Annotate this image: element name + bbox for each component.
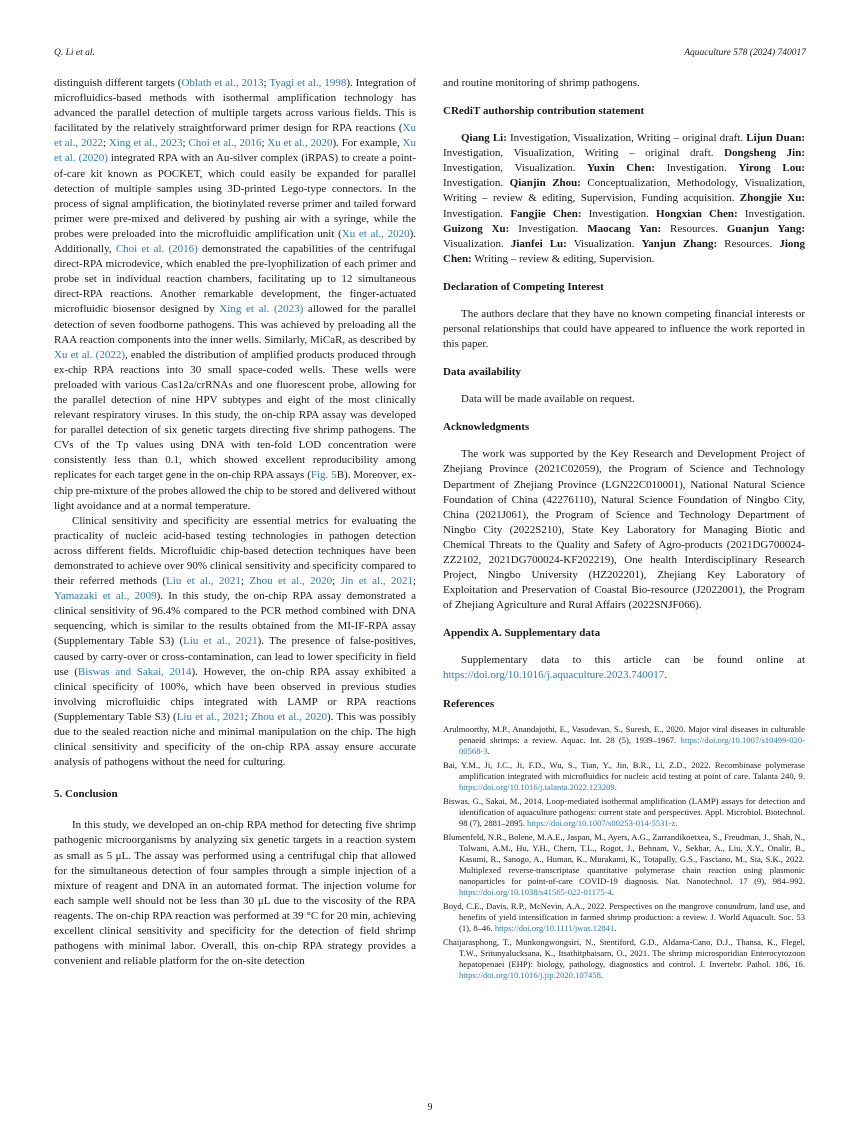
reference-item: Blumenfeld, N.R., Bolene, M.A.E., Jaspan, M., Ayers, A.G., Zarrandikoetxea, S., Freudman, J., Shah, N., Tolwani, A.M., Hu, Y.H., Chern, T.L., Rogot, J., Behnam, V., Sekhar, A., Liu, X.Y., Onalir, B., Kasumi, R., Sanogo, A., Human, K., Murakami, K., Totapally, G.S., Fasciano, M., Sia, S.K., 2022. Multiplexed reverse-transcriptase quantitative polymerase chain reaction using plasmonic nanoparticles for point-of-care COVID-19 diagnosis. Nat. Nanotechnol. 17 (9), 984–992. https://doi.org/10.1038/s41565-022-01175-4. — [443, 831, 806, 897]
reference-item: Chaijarasphong, T., Munkongwongsiri, N., Stentiford, G.D., Aldama-Cano, D.J., Thansa, K., Flegel, T.W., Sritunyalucksana, K., Itsathitphaisarn, O., 2021. The shrimp microsporidian Enterocytozoon hepatopenaei (EHP): biology, pathology, diagnostics and control. J. Invertebr. Pathol. 186, 16. https://doi.org/10.1016/j.jip.2020.107458. — [443, 936, 805, 980]
author-name: Yanjun Zhang: — [641, 237, 718, 250]
data-availability-heading: Data availability — [443, 366, 521, 379]
citation-link[interactable]: Xu et al. (2022) — [54, 348, 125, 361]
author-name: Guanjun Yang: — [726, 222, 805, 235]
citation-link[interactable]: Xu et al. (2020) — [54, 137, 416, 165]
acknowledgments-text: The work was supported by the Key Research and Development Project of Zhejiang Province (2021C02059), the Program of Science and Technology Department of Zhejiang Province (LGN22C010001), National Natural Science Foundation of China (42276110), Natural Science Foundation of Ningbo City, China (2021J061), the Program of Science and Technology Department of Ningbo City (2022S210), State Key Laboratory for Managing Biotic and Chemical Threats to the Quality and Safety of Agro-products (2021DG700024-ZZ2102, 2021DG700024-KF202219), One health Interdisciplinary Research Project, Ningbo University (HZ202201), Zhejiang Key Laboratory of Exploitation and Preservation of Coastal Bio-resource (J2022001), the Program of Zhejiang Agriculture and Rural Affairs (2022SNJF066). — [443, 448, 805, 612]
citation-link[interactable]: Zhou et al., 2020 — [250, 710, 328, 723]
references-heading: References — [443, 697, 495, 710]
author-name: Yirong Lou: — [738, 162, 806, 175]
author-name: Qiang Li: — [461, 132, 507, 145]
citation-link[interactable]: Xu et al., 2022 — [54, 122, 416, 150]
citation-link[interactable]: Tyagi et al., 1998 — [269, 77, 347, 89]
citation-link[interactable]: Xu et al., 2020 — [267, 137, 333, 150]
author-name: Yuxin Chen: — [586, 162, 655, 175]
citation-link[interactable]: Choi et al. (2016) — [115, 243, 198, 256]
author-name: Lijun Duan: — [746, 132, 805, 145]
conclusion-heading: 5. Conclusion — [54, 788, 118, 801]
author-name: Maocang Yan: — [587, 222, 662, 235]
reference-item: Biswas, G., Sakai, M., 2014. Loop-mediated isothermal amplification (LAMP) assays for detection and identification of aquaculture pathogens: current state and perspectives. Appl. Microbiol. Biotechnol. 98 (7), 2881–2895. https://doi.org/10.1007/s00253-014-5531-z. — [443, 795, 805, 828]
competing-heading: Declaration of Competing Interest — [443, 280, 604, 293]
author-name: Guizong Xu: — [443, 222, 510, 235]
credit-statement: Qiang Li: Investigation, Visualization, Writing – original draft. Lijun Duan: Investigation, Visualization, Writing – original draft. Dongsheng Jin: Investigation, Visualization. Yuxin Chen: Investigation. Yirong Lou: Investigation. Qianjin Zhou: Conceptualization, Methodology, Visualization, Writing – review & editing, Supervision, Funding acquisition. Zhongjie Xu: Investigation. Fangjie Chen: Investigation. Hongxian Chen: Investigation. Guizong Xu: Investigation. Maocang Yan: Resources. Guanjun Yang: Visualization. Jianfei Lu: Visualization. Yanjun Zhang: Resources. Jiong Chen: Writing – review & editing, Supervision. — [443, 132, 806, 265]
appendix-text: Supplementary data to this article can be found online at https://doi.org/10.1016/j.aquaculture.2023.740017. — [443, 654, 805, 682]
author-name: Jianfei Lu: — [510, 237, 567, 250]
citation-link[interactable]: Liu et al., 2021 — [183, 635, 258, 648]
citation-link[interactable]: Jin et al., 2021 — [340, 575, 413, 588]
citation-link[interactable]: Yamazaki et al., 2009 — [54, 590, 157, 603]
paragraph-conclusion: In this study, we developed an on-chip RPA method for detecting five shrimp pathogenic microorganisms by analyzing six genetic targets in a reaction system as small as 5 μL. The assay was performed using a centrifugal chip that allowed for the simultaneous detection of four samples through a simple injection of a mixture of reagent and DNA in an automated format. The injection volume for each sample well should not be less than 30 μL due to the viscosity of the RPA reagents. The on-chip RPA reaction was performed at 39 °C for 20 min, achieving excellent clinical sensitivity and specificity for the detection of field shrimp pathogens with minimal labor. Overall, this on-chip RPA strategy provides a convenient and reliable platform for the on-site detection — [54, 819, 416, 968]
author-name: Fangjie Chen: — [510, 207, 582, 220]
right-column — [443, 76, 805, 984]
citation-link[interactable]: Xing et al., 2023 — [108, 137, 183, 150]
citation-link[interactable]: Liu et al., 2021 — [166, 575, 241, 588]
competing-statement: The authors declare that they have no known competing financial interests or personal relationships that could have appeared to influence the work reported in this paper. — [443, 307, 805, 351]
citation-link[interactable]: Liu et al., 2021 — [176, 710, 245, 723]
paragraph-discussion-2: Clinical sensitivity and specificity are essential metrics for evaluating the practicality of nucleic acid-based testing technologies in pathogen detection across different fields. Microfluidic chip-based detection techniques have been demonstrated to achieve over 90% clinical sensitivity and specificity compared to their referred methods (Liu et al., 2021; Zhou et al., 2020; Jin et al., 2021; Yamazaki et al., 2009). In this study, the on-chip RPA assay demonstrated a clinical sensitivity of 96.4% compared to the PCR method combined with DNA sequencing, which is similar to the results obtained from the MI-IF-RPA assay (Supplementary Table S3) (Liu et al., 2021). The presence of false-positives, caused by carry-over or cross-contamination, can lead to lower specificity in field use (Biswas and Sakai, 2014). However, the on-chip RPA assay exhibited a clinical specificity of 100%, which have been observed in previous studies involving microfluidic chips integrated with LAMP or RPA reactions (Supplementary Table S3) (Liu et al., 2021; Zhou et al., 2020). This was possibly due to the sealed reaction niche and minimal manipulation on the chip. The high clinical sensitivity and specificity of the on-chip RPA assay ensure accurate analysis of pathogens without the need for culturing. — [54, 514, 417, 769]
acknowledgments-heading: Acknowledgments — [443, 421, 530, 434]
page-number: 9 — [427, 1102, 433, 1113]
citation-link[interactable]: Oblath et al., 2013 — [181, 77, 264, 89]
doi-link[interactable]: https://doi.org/10.1016/j.talanta.2022.123209 — [459, 781, 615, 792]
paragraph-discussion-1: distinguish different targets (Oblath et al., 2013; Tyagi et al., 1998). Integration of microfluidics-based methods with isothermal amplification technology has advanced the parallel detection of multiple targets across various fields. This is facilitated by the relatively straightforward primer design for RPA reactions (Xu et al., 2022; Xing et al., 2023; Choi et al., 2016; Xu et al., 2020). For example, Xu et al. (2020) integrated RPA with an Au-silver complex (iRPAS) to create a point-of-care kit known as POCKET, which could easily be expanded for parallel detection of multiple samples using 3D-printed Lego-type connectors. In the process of signal amplification, the biotinylated reverse primer and tailed forward primer were pre-mixed and delivered by pushing air with a syringe, while the probes were preloaded into the microfluidic amplification unit (Xu et al., 2020). Additionally, Choi et al. (2016) demonstrated the capabilities of the centrifugal direct-RPA microdevice, which enabled the pre-lyophilization of each primer and probe set in individual reaction chambers, facilitating up to 12 simultaneous direct-RPA reactions. Another remarkable development, the finger-actuated microfluidic biosensor designed by Xing et al. (2023) allowed for the parallel detection of seven foodborne pathogens. This was achieved by preloading all the RAA reaction components into the inner wells. Similarly, MiCaR, as described by Xu et al. (2022), enabled the distribution of amplified products produced through ex-chip RPA reactions into 30 small space-coded wells. These wells were preloaded with various Cas12a/crRNAs and one fluorescent probe, allowing for the parallel detection of nine HPV subtypes and eight of the most clinically relevant respiratory viruses. In this study, the on-chip RPA assay was developed for parallel detection of six genetic targets directing five shrimp pathogens. The CVs of the Tp values using DNA with ten-fold LOD concentration were consistently less than 0.1, which showed excellent reproducibility among replicates for each target gene in the on-chip RPA assays (Fig. 5B). Moreover, ex-chip pre-mixture of the probes allowed the chip to be stored and delivered without light avoidance and at a normal temperature. — [54, 77, 417, 512]
reference-item: Bai, Y.M., Ji, J.C., Ji, F.D., Wu, S., Tian, Y., Jin, B.R., Li, Z.D., 2022. Recombinase polymerase amplification integrated with microfluidics for nucleic acid testing at point of care. Talanta 240, 9. https://doi.org/10.1016/j.talanta.2022.123209. — [443, 759, 805, 792]
author-name: Qianjin Zhou: — [509, 177, 581, 190]
doi-link[interactable]: https://doi.org/10.1007/s10499-020-00568-3 — [459, 734, 805, 756]
citation-link[interactable]: https://doi.org/10.1016/j.aquaculture.2023.740017 — [443, 669, 665, 682]
doi-link[interactable]: https://doi.org/10.1111/jwas.12841 — [494, 922, 615, 933]
author-name: Zhongjie Xu: — [739, 192, 806, 205]
citation-link[interactable]: Xu et al., 2020 — [341, 227, 410, 240]
author-name: Jiong Chen: — [443, 237, 805, 265]
data-availability-statement: Data will be made available on request. — [461, 393, 635, 406]
reference-item: Boyd, C.E., Davis, R.P., McNevin, A.A., 2022. Perspectives on the mangrove conundrum, land use, and benefits of yield intensification in farmed shrimp production: a review. J. World Aquacult. Soc. 53 (1), 8–46. https://doi.org/10.1111/jwas.12841. — [443, 900, 805, 933]
reference-list — [443, 724, 805, 981]
citation-link[interactable]: Zhou et al., 2020 — [249, 575, 333, 588]
credit-heading: CRediT authorship contribution statement — [443, 105, 645, 118]
header-journal: Aquaculture 578 (2024) 740017 — [684, 48, 806, 58]
author-name: Hongxian Chen: — [656, 207, 738, 220]
left-column — [54, 76, 416, 969]
header-authors: Q. Li et al. — [54, 48, 95, 58]
reference-item: Arulmoorthy, M.P., Anandajothi, E., Vasudevan, S., Suresh, E., 2020. Major viral diseases in culturable penaeid shrimps: a review. Aquac. Int. 28 (5), 1939–1967. https://doi.org/10.1007/s10499-020-00568-3. — [443, 723, 805, 756]
running-header — [54, 48, 806, 62]
doi-link[interactable]: https://doi.org/10.1038/s41565-022-01175-4 — [459, 886, 612, 897]
citation-link[interactable]: Fig. 5 — [310, 469, 337, 482]
citation-link[interactable]: Xing et al. (2023) — [219, 303, 304, 316]
doi-link[interactable]: https://doi.org/10.1007/s00253-014-5531-z — [527, 817, 676, 828]
doi-link[interactable]: https://doi.org/10.1016/j.jip.2020.107458 — [459, 969, 601, 980]
appendix-heading: Appendix A. Supplementary data — [443, 627, 601, 640]
author-name: Dongsheng Jin: — [724, 147, 806, 160]
citation-link[interactable]: Biswas and Sakai, 2014 — [77, 665, 192, 678]
citation-link[interactable]: Choi et al., 2016 — [188, 137, 262, 150]
paragraph-continuation: and routine monitoring of shrimp pathogens. — [443, 77, 640, 89]
